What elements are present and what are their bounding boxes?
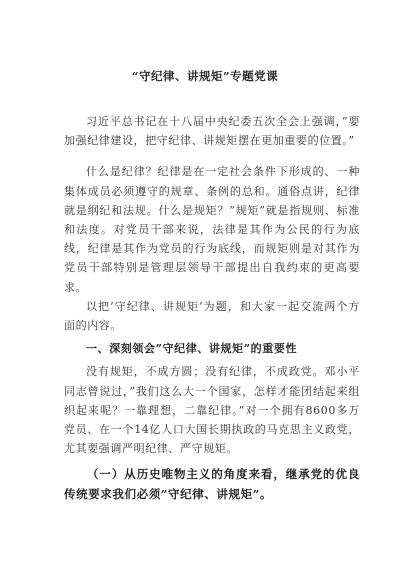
section-heading-1: 一、深刻领会”守纪律、讲规矩”的重要性 bbox=[86, 342, 298, 356]
paragraph-4: 没有规矩，不成方圆；没有纪律，不成政党。邓小平同志曾说过，”我们这么大一个国家，怎样才能团结起来组织起来呢？一靠理想，二靠纪律。”对一个拥有8600多万党员、在一个14亿人口大国长期执政的马克思主义政党，尤其要强调严明纪律、严守规矩。 bbox=[64, 365, 360, 456]
paragraph-1: 习近平总书记在十八届中央纪委五次全会上强调，”要加强纪律建设，把守纪律、讲规矩摆在更加重要的位置。” bbox=[64, 115, 360, 148]
document-title: “守纪律、讲规矩”专题党课 bbox=[131, 69, 279, 83]
subsection-heading-1: （一）从历史唯物主义的角度来看，继承党的优良传统要求我们必须”守纪律、讲规矩”。 bbox=[64, 467, 360, 502]
paragraph-3: 以把’守纪律、讲规矩’为题，和大家一起交流两个方面的内容。 bbox=[64, 299, 360, 333]
paragraph-2: 什么是纪律？纪律是在一定社会条件下形成的、一种集体成员必须遵守的规章、条例的总和。通俗点讲，纪律就是纲纪和法规。什么是规矩？”规矩”就是指规则、标准和法度。对党员干部来说，法律是其作为公民的行为底线，纪律是其作为党员的行为底线，而规矩则是对其作为党员干部特别是管理层领导干部提出自我约束的更高要求。 bbox=[64, 165, 360, 294]
document-body bbox=[64, 112, 360, 504]
